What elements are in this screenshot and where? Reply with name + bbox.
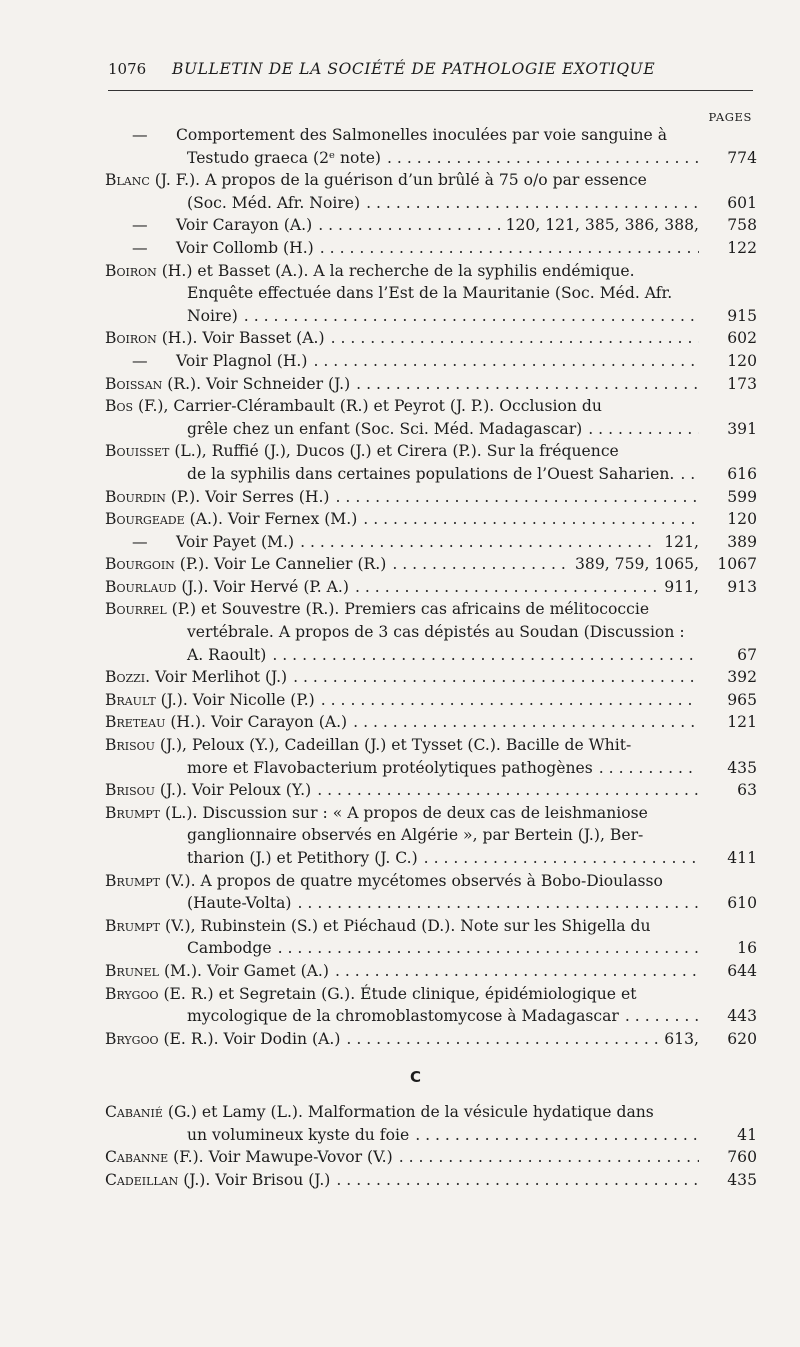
entry-line-text: Enquête effectuée dans l’Est de la Mauritanie (Soc. Méd. Afr.	[187, 284, 673, 303]
entry-line	[105, 214, 757, 237]
index-entry	[105, 689, 757, 712]
entry-line-text: (H.) et Basset (A.). A la recherche de la syphilis endémique.	[161, 261, 635, 280]
ditto-dash: —	[132, 126, 148, 144]
dot-leader	[272, 937, 699, 960]
dot-leader	[292, 892, 699, 915]
entry-text	[187, 147, 381, 170]
entry-line	[105, 1101, 757, 1124]
author-name: Brumpt	[105, 916, 161, 935]
index-entry	[105, 598, 757, 666]
entry-line	[105, 689, 757, 712]
entry-text	[132, 237, 314, 260]
entry-line	[105, 734, 757, 757]
entry-line-text: Voir Payet (M.)	[176, 532, 295, 551]
entry-line	[105, 350, 757, 373]
page-ref: 599	[727, 487, 757, 506]
entry-line	[105, 1169, 757, 1192]
entry-line-text: (M.). Voir Gamet (A.)	[163, 961, 329, 980]
entry-line	[105, 373, 757, 396]
page-ref: 601	[727, 193, 757, 212]
entry-line	[105, 463, 757, 486]
index-entry	[105, 711, 757, 734]
running-title: BULLETIN DE LA SOCIÉTÉ DE PATHOLOGIE EXOTIQUE	[172, 60, 656, 78]
entry-text	[187, 824, 643, 847]
entry-line-text: (P.). Voir Le Cannelier (R.)	[179, 555, 387, 574]
entry-text	[105, 1101, 654, 1124]
entry-line-text: (E. R.) et Segretain (G.). Étude clinique, épidémiologique et	[163, 984, 637, 1003]
dot-leader	[357, 508, 699, 531]
entry-line-text: (R.). Voir Schneider (J.)	[167, 374, 351, 393]
entry-line	[105, 282, 757, 305]
entry-line-text: Cambodge	[187, 939, 272, 958]
entry-text	[187, 463, 674, 486]
author-name: Bourlaud	[105, 577, 177, 596]
page-ref: 1067	[717, 555, 757, 574]
entry-line	[105, 147, 757, 170]
entry-line-text: more et Flavobacterium protéolytiques pathogènes	[187, 758, 593, 777]
index-entry	[105, 779, 757, 802]
entry-line-text: (J.). Voir Brisou (J.)	[183, 1170, 331, 1189]
entry-line	[105, 418, 757, 441]
entry-line-text: de la syphilis dans certaines populations de l’Ouest Saharien.	[187, 464, 675, 483]
entry-line	[105, 1146, 757, 1169]
other-pages: 120, 121, 385, 386, 388,	[505, 216, 699, 235]
page-ref: 602	[727, 329, 757, 348]
entry-line	[105, 576, 757, 599]
author-name: Bouisset	[105, 442, 170, 461]
ditto-dash: —	[132, 238, 148, 257]
ditto-dash: —	[132, 216, 148, 235]
index-entry	[105, 1146, 757, 1169]
dot-leader	[393, 1146, 699, 1169]
entry-line	[105, 937, 757, 960]
entry-text	[187, 847, 418, 870]
entry-text	[187, 621, 685, 644]
entry-text	[132, 531, 294, 554]
index-entry	[105, 576, 757, 599]
entry-text	[105, 169, 647, 192]
index-entry	[105, 870, 757, 915]
entry-text	[187, 305, 238, 328]
dot-leader	[674, 463, 699, 486]
entry-line	[105, 757, 757, 780]
entry-line-text: (J.). Voir Nicolle (P.)	[160, 690, 315, 709]
entry-text	[105, 802, 648, 825]
entry-line-text: (J.). Voir Peloux (Y.)	[159, 781, 312, 800]
entry-line	[105, 192, 757, 215]
entry-text	[105, 666, 287, 689]
entry-line-text: (P.) et Souvestre (R.). Premiers cas africains de mélitococcie	[171, 600, 650, 619]
author-name: Breteau	[105, 713, 166, 732]
entry-text	[187, 1124, 409, 1147]
other-pages: 911,	[664, 577, 699, 596]
index-entry	[105, 734, 757, 779]
entry-line	[105, 553, 757, 576]
index-entry	[105, 327, 757, 350]
page-ref: 435	[727, 1170, 757, 1189]
index-entry	[105, 1028, 757, 1051]
page-ref: 173	[727, 374, 757, 393]
index-entry	[105, 802, 757, 870]
page-number: 1076	[108, 60, 147, 78]
dot-leader	[238, 305, 699, 328]
entry-text	[105, 440, 619, 463]
entry-text	[132, 214, 312, 237]
index-entry	[105, 508, 757, 531]
entry-line-text: (E. R.). Voir Dodin (A.)	[163, 1029, 341, 1048]
entry-line	[105, 983, 757, 1006]
entry-line-text: (A.). Voir Fernex (M.)	[189, 510, 358, 529]
page-ref: 120	[727, 351, 757, 370]
index-entry	[105, 373, 757, 396]
entry-line-text: vertébrale. A propos de 3 cas dépistés au Soudan (Discussion :	[187, 623, 685, 642]
page-ref: 389	[727, 532, 757, 551]
dot-leader	[294, 531, 658, 554]
page-ref: 965	[727, 690, 757, 709]
entry-line-text: Noire)	[187, 306, 238, 325]
entry-line	[105, 305, 757, 328]
page-ref: 443	[727, 1007, 757, 1026]
entry-line	[105, 915, 757, 938]
entry-line-text: un volumineux kyste du foie	[187, 1125, 410, 1144]
author-name: Brygoo	[105, 984, 159, 1003]
author-name: Bos	[105, 397, 134, 416]
header-rule	[108, 90, 753, 91]
entry-line	[105, 327, 757, 350]
author-name: Cadeillan	[105, 1170, 179, 1189]
dot-leader	[381, 147, 699, 170]
author-name: Boissan	[105, 374, 163, 393]
entry-line-text: Voir Collomb (H.)	[176, 238, 314, 257]
entry-line-text: (H.). Voir Carayon (A.)	[170, 713, 348, 732]
entry-text	[105, 915, 651, 938]
index-entry	[105, 1101, 757, 1146]
index-entry	[105, 214, 757, 237]
entry-line	[105, 508, 757, 531]
author-name: Brisou	[105, 781, 155, 800]
index-entry	[105, 124, 757, 169]
author-name: Brault	[105, 690, 156, 709]
page-ref: 41	[737, 1125, 757, 1144]
entry-line	[105, 531, 757, 554]
entry-line-text: grêle chez un enfant (Soc. Sci. Méd. Madagascar)	[187, 419, 583, 438]
entry-line	[105, 666, 757, 689]
entry-line	[105, 260, 757, 283]
page-ref: 392	[727, 668, 757, 687]
entry-text	[105, 327, 325, 350]
author-name: Bourgoin	[105, 555, 175, 574]
dot-leader	[311, 779, 699, 802]
entry-text	[105, 1169, 330, 1192]
dot-leader	[315, 689, 699, 712]
entry-line	[105, 237, 757, 260]
index-entry	[105, 486, 757, 509]
page-ref: 915	[727, 306, 757, 325]
index-entries-b	[105, 124, 757, 1050]
other-pages: 613,	[664, 1029, 699, 1048]
page-ref: 121	[727, 713, 757, 732]
entry-text	[187, 757, 593, 780]
entry-line	[105, 621, 757, 644]
page-ref: 16	[737, 939, 757, 958]
ditto-dash: —	[132, 532, 148, 551]
page-ref: 913	[727, 577, 757, 596]
entry-text	[105, 1146, 393, 1169]
pages-column-label: PAGES	[708, 110, 752, 124]
dot-leader	[287, 666, 699, 689]
index-entries-c	[105, 1101, 757, 1191]
entry-text	[105, 960, 329, 983]
entry-text	[105, 373, 350, 396]
entry-text	[132, 350, 307, 373]
entry-text	[187, 418, 582, 441]
page-ref: 610	[727, 894, 757, 913]
author-name: Bozzi.	[105, 668, 151, 687]
entry-text	[105, 576, 349, 599]
entry-text	[105, 508, 357, 531]
entry-line-text: (Haute-Volta)	[187, 894, 292, 913]
entry-line-text: (H.). Voir Basset (A.)	[161, 329, 325, 348]
page-ref: 63	[737, 781, 757, 800]
entry-text	[105, 486, 330, 509]
entry-line-text: Testudo graeca (2ᵉ note)	[187, 148, 382, 167]
entry-line	[105, 802, 757, 825]
entry-text	[105, 395, 602, 418]
entry-line-text: (J. F.). A propos de la guérison d’un brûlé à 75 o/o par essence	[154, 171, 647, 190]
author-name: Bourrel	[105, 600, 167, 619]
dot-leader	[409, 1124, 699, 1147]
entry-line	[105, 779, 757, 802]
dot-leader	[347, 711, 699, 734]
entry-line	[105, 870, 757, 893]
dot-leader	[350, 373, 699, 396]
entry-line	[105, 644, 757, 667]
index-entry	[105, 531, 757, 554]
entry-text	[105, 689, 315, 712]
entry-line	[105, 486, 757, 509]
author-name: Bourgeade	[105, 510, 185, 529]
author-name: Boiron	[105, 329, 157, 348]
section-letter: C	[410, 1068, 422, 1086]
page-ref: 391	[727, 419, 757, 438]
entry-text	[187, 892, 292, 915]
dot-leader	[312, 214, 499, 237]
entry-line-text: (V.), Rubinstein (S.) et Piéchaud (D.). Note sur les Shigella du	[164, 916, 651, 935]
other-pages: 389, 759, 1065,	[575, 555, 699, 574]
entry-text	[105, 870, 663, 893]
author-name: Brisou	[105, 736, 155, 755]
dot-leader	[314, 237, 699, 260]
dot-leader	[307, 350, 699, 373]
entry-line	[105, 847, 757, 870]
entry-line-text: (Soc. Méd. Afr. Noire)	[187, 193, 361, 212]
entry-text	[187, 644, 266, 667]
author-name: Blanc	[105, 171, 150, 190]
dot-leader	[330, 486, 699, 509]
entry-line	[105, 960, 757, 983]
entry-line	[105, 395, 757, 418]
index-entry	[105, 395, 757, 440]
entry-line-text: Voir Merlihot (J.)	[155, 668, 288, 687]
page-ref: 616	[727, 464, 757, 483]
page-ref: 758	[727, 216, 757, 235]
dot-leader	[593, 757, 699, 780]
entry-line-text: A. Raoult)	[187, 645, 267, 664]
entry-text	[105, 779, 311, 802]
dot-leader	[582, 418, 699, 441]
page-ref: 67	[737, 645, 757, 664]
index-entry	[105, 237, 757, 260]
author-name: Cabanne	[105, 1148, 169, 1167]
page-ref: 435	[727, 758, 757, 777]
dot-leader	[360, 192, 699, 215]
entry-line-text: (G.) et Lamy (L.). Malformation de la vésicule hydatique dans	[167, 1103, 654, 1121]
entry-line	[105, 711, 757, 734]
entry-line-text: (J.), Peloux (Y.), Cadeillan (J.) et Tysset (C.). Bacille de Whit-	[159, 736, 632, 755]
page-ref: 760	[727, 1148, 757, 1167]
entry-line	[105, 1124, 757, 1147]
dot-leader	[418, 847, 699, 870]
entry-line-text: (P.). Voir Serres (H.)	[170, 487, 330, 506]
entry-line	[105, 824, 757, 847]
entry-line	[105, 124, 757, 147]
entry-text	[105, 1028, 340, 1051]
entry-line-text: Voir Plagnol (H.)	[176, 351, 308, 370]
entry-line-text: ganglionnaire observés en Algérie », par Bertein (J.), Ber-	[187, 826, 644, 845]
entry-line-text: (F.). Voir Mawupe-Vovor (V.)	[173, 1148, 393, 1167]
entry-line	[105, 598, 757, 621]
entry-line-text: mycologique de la chromoblastomycose à Madagascar	[187, 1007, 619, 1026]
author-name: Boiron	[105, 261, 157, 280]
page-ref: 122	[727, 238, 757, 257]
entry-line	[105, 169, 757, 192]
entry-line-text: (J.). Voir Hervé (P. A.)	[181, 577, 349, 596]
dot-leader	[619, 1005, 699, 1028]
dot-leader	[330, 1169, 699, 1192]
ditto-dash: —	[132, 351, 148, 370]
dot-leader	[325, 327, 699, 350]
dot-leader	[340, 1028, 658, 1051]
author-name: Brygoo	[105, 1029, 159, 1048]
dot-leader	[386, 553, 569, 576]
entry-line-text: (V.). A propos de quatre mycétomes observés à Bobo-Dioulasso	[164, 871, 663, 890]
index-entry	[105, 960, 757, 983]
entry-text	[105, 734, 631, 757]
page-ref: 620	[727, 1029, 757, 1048]
entry-text	[132, 124, 667, 147]
entry-line-text: tharion (J.) et Petithory (J. C.)	[187, 849, 418, 867]
entry-text	[105, 983, 637, 1006]
entry-text	[105, 260, 635, 283]
author-name: Cabanié	[105, 1103, 163, 1121]
entry-text	[187, 282, 672, 305]
page-ref: 411	[727, 849, 757, 867]
author-name: Brumpt	[105, 871, 161, 890]
entry-text	[105, 711, 347, 734]
entry-line-text: (L.), Ruffié (J.), Ducos (J.) et Cirera (P.). Sur la fréquence	[174, 442, 619, 461]
dot-leader	[266, 644, 699, 667]
index-entry	[105, 440, 757, 485]
entry-text	[187, 1005, 619, 1028]
entry-text	[187, 937, 272, 960]
index-entry	[105, 983, 757, 1028]
page-ref: 644	[727, 961, 757, 980]
index-entry	[105, 1169, 757, 1192]
entry-line-text: (F.), Carrier-Clérambault (R.) et Peyrot (J. P.). Occlusion du	[137, 397, 602, 416]
index-entry	[105, 260, 757, 328]
entry-line	[105, 440, 757, 463]
author-name: Brunel	[105, 961, 159, 980]
index-entry	[105, 666, 757, 689]
entry-line	[105, 1028, 757, 1051]
author-name: Bourdin	[105, 487, 166, 506]
entry-line-text: (L.). Discussion sur : « A propos de deux cas de leishmaniose	[164, 803, 648, 822]
index-entry	[105, 169, 757, 214]
entry-text	[105, 553, 386, 576]
entry-text	[105, 598, 649, 621]
running-header	[108, 60, 753, 78]
index-entry	[105, 915, 757, 960]
index-entry	[105, 553, 757, 576]
other-pages: 121,	[664, 532, 699, 551]
dot-leader	[329, 960, 699, 983]
entry-text	[187, 192, 360, 215]
page-ref: 120	[727, 510, 757, 529]
entry-line-text: Voir Carayon (A.)	[176, 216, 313, 235]
index-entry	[105, 350, 757, 373]
entry-line	[105, 892, 757, 915]
author-name: Brumpt	[105, 803, 161, 822]
page-ref: 774	[727, 148, 757, 167]
dot-leader	[349, 576, 658, 599]
entry-line-text: Comportement des Salmonelles inoculées par voie sanguine à	[176, 126, 667, 144]
entry-line	[105, 1005, 757, 1028]
